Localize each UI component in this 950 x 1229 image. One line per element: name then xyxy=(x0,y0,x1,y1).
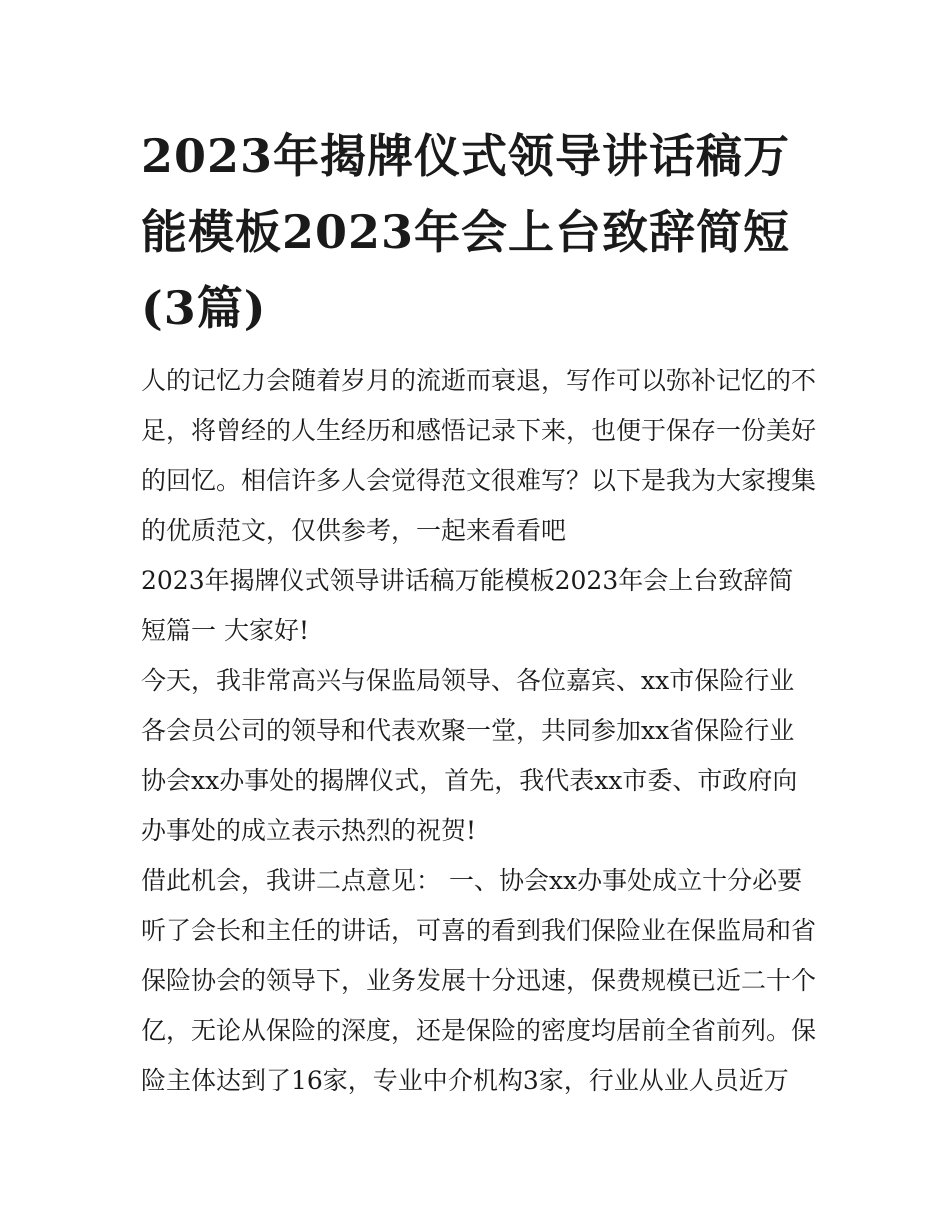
document-page xyxy=(141,118,816,1106)
document-title: 2023年揭牌仪式领导讲话稿万能模板2023年会上台致辞简短(3篇) xyxy=(141,129,791,335)
opening-paragraph: 今天，我非常高兴与保监局领导、各位嘉宾、xx市保险行业各会员公司的领导和代表欢聚一堂，共同参加xx省保险行业协会xx办事处的揭牌仪式，首先，我代表xx市委、市政府向办事处的成立表示热烈的祝贺! xyxy=(141,666,798,845)
opinion-paragraph: 借此机会，我讲二点意见： 一、协会xx办事处成立十分必要 听了会长和主任的讲话，可喜的看到我们保险业在保监局和省保险协会的领导下，业务发展十分迅速，保费规模已近二十个亿，无论从保险的深度，还是保险的密度均居前全省前列。保险主体达到了16家，专业中介机构3家，行业从业人员近万 xyxy=(141,866,817,1095)
document-body xyxy=(141,356,816,1106)
section-heading-paragraph: 2023年揭牌仪式领导讲话稿万能模板2023年会上台致辞简短篇一 大家好! xyxy=(141,566,794,645)
intro-paragraph: 人的记忆力会随着岁月的流逝而衰退，写作可以弥补记忆的不足，将曾经的人生经历和感悟记录下来，也便于保存一份美好的回忆。相信许多人会觉得范文很难写？以下是我为大家搜集的优质范文，仅供参考，一起来看看吧 xyxy=(141,366,817,545)
